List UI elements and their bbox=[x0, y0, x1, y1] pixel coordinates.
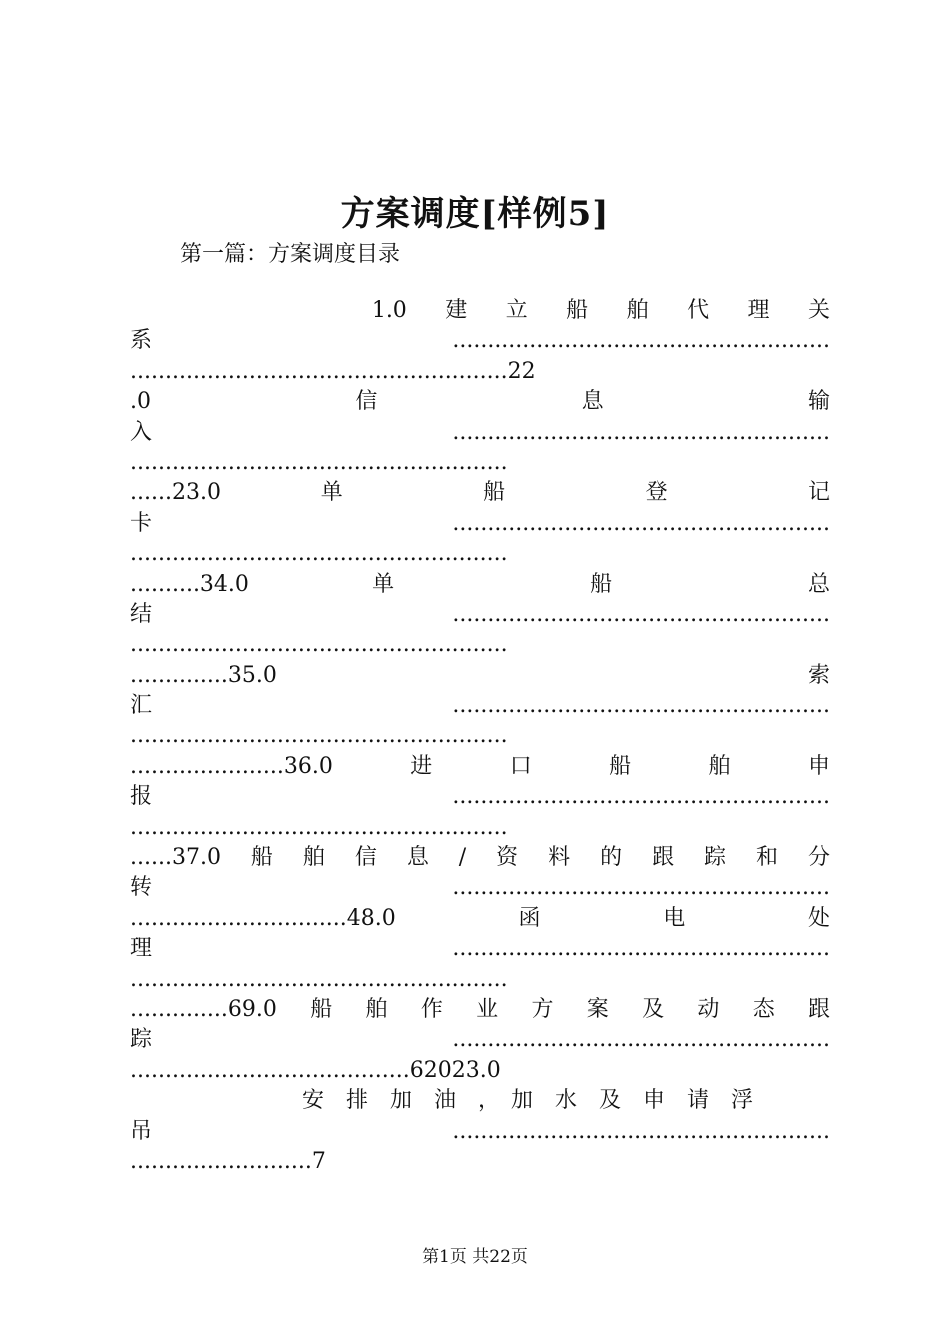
toc-line: ...............................48.0 函 电 处 bbox=[130, 905, 830, 931]
toc-line: 理...................................................... bbox=[130, 936, 830, 962]
toc-line: 卡...................................................... bbox=[130, 510, 830, 536]
toc-line: ...................................................... bbox=[130, 966, 508, 992]
toc-line: ........................................62023.0 bbox=[130, 1057, 501, 1083]
toc-line: ......37.0 船 舶 信 息 / 资 料 的 跟 踪 和 分 bbox=[130, 845, 830, 871]
toc-line: ..............69.0 船 舶 作 业 方 案 及 动 态 跟 bbox=[130, 996, 830, 1022]
toc-line: 汇...................................................... bbox=[130, 693, 830, 719]
toc-line: ...................................................... bbox=[130, 723, 508, 749]
toc-line: ......23.0 单 船 登 记 bbox=[130, 480, 830, 506]
toc-line: ..........34.0 单 船 总 bbox=[130, 571, 830, 597]
toc-line: ...................................................... bbox=[130, 541, 508, 567]
toc-line: ...................................................... bbox=[130, 449, 508, 475]
toc-line: ..............35.0 索 bbox=[130, 662, 830, 688]
toc-line: ...................................................... bbox=[130, 632, 508, 658]
toc-line: 入...................................................... bbox=[130, 419, 830, 445]
toc-line: 结...................................................... bbox=[130, 601, 830, 627]
toc-line: 系...................................................... bbox=[130, 328, 830, 354]
toc-line: ..........................7 bbox=[130, 1148, 326, 1174]
toc-line: ......................................................22 bbox=[130, 358, 536, 384]
toc-line: 报...................................................... bbox=[130, 784, 830, 810]
toc-line: 1.0 建 立 船 舶 代 理 关 bbox=[130, 298, 830, 323]
toc-line: .0 信 息 输 bbox=[130, 389, 830, 415]
toc-line: 安 排 加 油 ， 加 水 及 申 请 浮 bbox=[302, 1088, 754, 1114]
toc-line: 踪...................................................... bbox=[130, 1027, 830, 1053]
document-title: 方案调度[样例5] bbox=[340, 194, 610, 234]
toc-line: ......................36.0 进 口 船 舶 申 bbox=[130, 753, 830, 779]
table-of-contents bbox=[130, 296, 830, 1177]
toc-line: ...................................................... bbox=[130, 814, 508, 840]
toc-line: 吊...................................................... bbox=[130, 1118, 830, 1144]
toc-line: 转...................................................... bbox=[130, 875, 830, 901]
page-footer: 第1页 共22页 bbox=[422, 1247, 528, 1267]
section-heading: 第一篇：方案调度目录 bbox=[180, 242, 401, 267]
